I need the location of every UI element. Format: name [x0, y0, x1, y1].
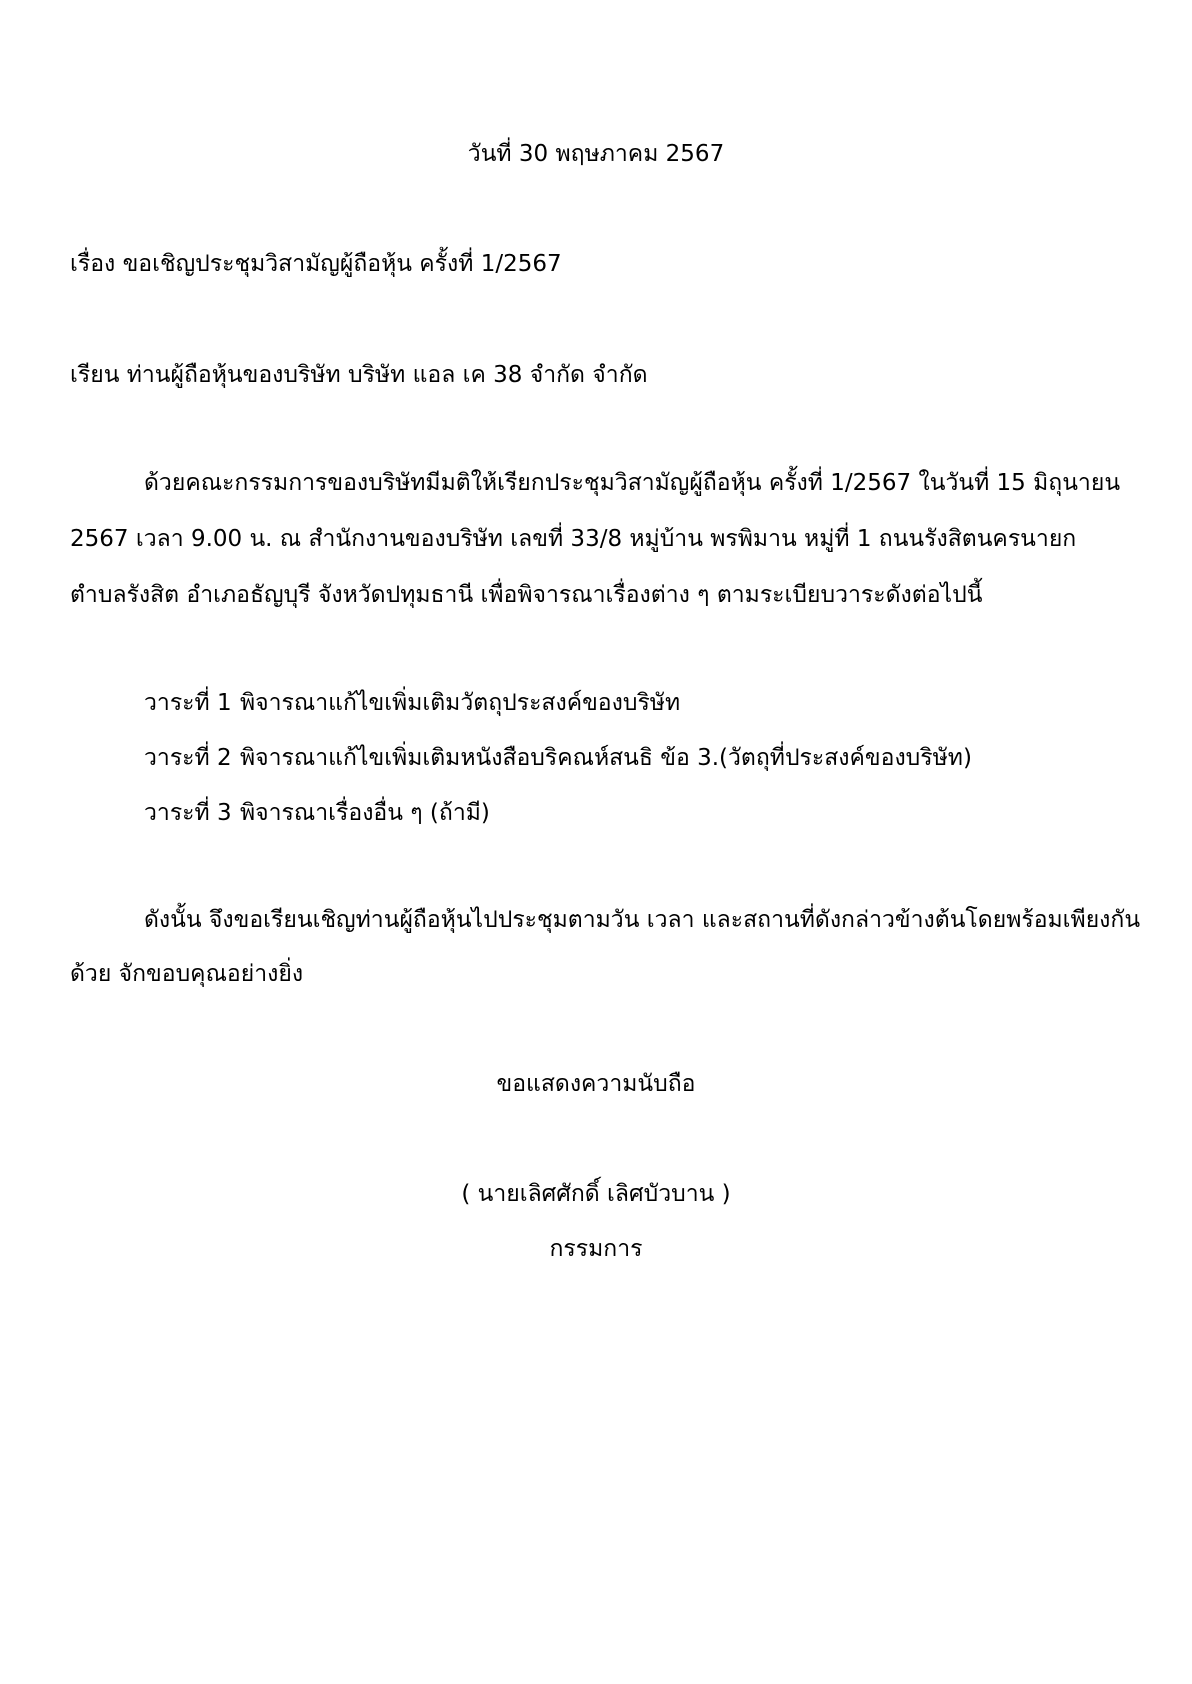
closing-paragraph-line-1: ดังนั้น จึงขอเรียนเชิญท่านผู้ถือหุ้นไปประชุมตามวัน เวลา และสถานที่ดังกล่าวข้างต้นโดยพร้อมเพียงกัน — [144, 907, 1141, 933]
body-paragraph-line-1: ด้วยคณะกรรมการของบริษัทมีมติให้เรียกประชุมวิสามัญผู้ถือหุ้น ครั้งที่ 1/2567 ในวันที่ 15 มิถุนายน — [144, 470, 1121, 496]
agenda-item-number: วาระที่ 1 — [144, 690, 232, 716]
agenda-item-number: วาระที่ 3 — [144, 800, 232, 826]
agenda-item-3 — [144, 799, 490, 829]
signatory-title: กรรมการ — [549, 1236, 643, 1262]
letter-salutation: ขอแสดงความนับถือ — [496, 1071, 696, 1097]
letter-recipient: เรียน ท่านผู้ถือหุ้นของบริษัท บริษัท แอล เค 38 จำกัด จำกัด — [70, 362, 648, 388]
signatory-name: ( นายเลิศศักดิ์ เลิศบัวบาน ) — [461, 1181, 731, 1207]
agenda-item-text: พิจารณาเรื่องอื่น ๆ (ถ้ามี) — [240, 800, 490, 826]
letter-subject: เรื่อง ขอเชิญประชุมวิสามัญผู้ถือหุ้น ครั้งที่ 1/2567 — [70, 251, 562, 277]
letter-date: วันที่ 30 พฤษภาคม 2567 — [467, 141, 725, 167]
agenda-item-2 — [144, 744, 972, 774]
agenda-item-number: วาระที่ 2 — [144, 745, 232, 771]
agenda-item-text: พิจารณาแก้ไขเพิ่มเติมหนังสือบริคณห์สนธิ ข้อ 3.(วัตถุที่ประสงค์ของบริษัท) — [240, 745, 972, 771]
agenda-item-text: พิจารณาแก้ไขเพิ่มเติมวัตถุประสงค์ของบริษัท — [240, 690, 681, 716]
body-paragraph-line-2: 2567 เวลา 9.00 น. ณ สำนักงานของบริษัท เลขที่ 33/8 หมู่บ้าน พรพิมาน หมู่ที่ 1 ถนนรังสิตนครนายก — [70, 526, 1077, 552]
agenda-item-1 — [144, 689, 680, 719]
closing-paragraph-line-2: ด้วย จักขอบคุณอย่างยิ่ง — [70, 961, 304, 987]
body-paragraph-line-3: ตำบลรังสิต อำเภอธัญบุรี จังหวัดปทุมธานี เพื่อพิจารณาเรื่องต่าง ๆ ตามระเบียบวาระดังต่อไปนี้ — [70, 582, 983, 608]
